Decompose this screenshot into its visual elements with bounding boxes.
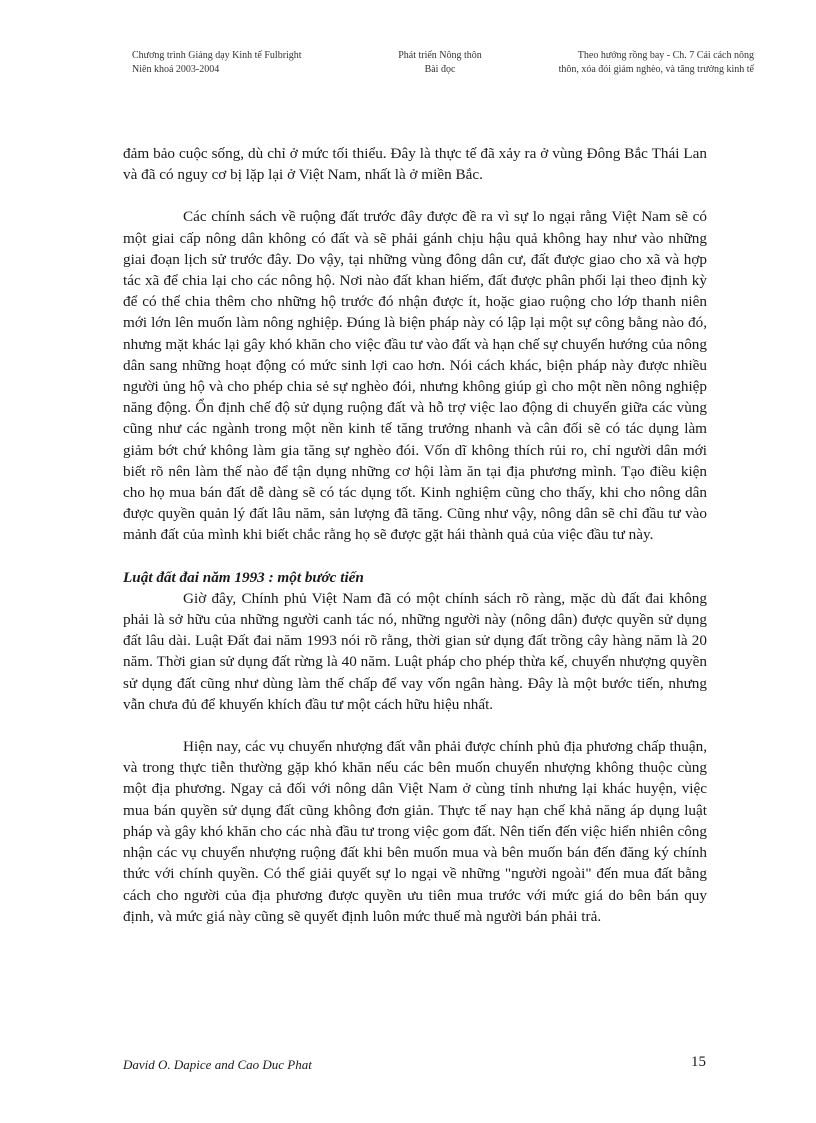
header-left (132, 49, 302, 77)
paragraph-land-policy: Các chính sách về ruộng đất trước đây được đề ra vì sự lo ngại rằng Việt Nam sẽ có một giai cấp nông dân không có đất và sẽ phải gánh chịu hậu quả không hay như vào những giai đoạn lịch sử trước đây. Do vậy, tại những vùng đông dân cư, đất được giao cho xã và hợp tác xã để chia lại cho các nông hộ. Nơi nào đất khan hiếm, đất được phân phối lại theo định kỳ để có thể chia thêm cho những hộ trước đó nhận được ít, hoặc giao ruộng cho lớp thanh niên mới lớn lên muốn làm nông nghiệp. Đúng là biện pháp này có lập lại một sự công bằng nào đó, nhưng mặt khác lại gây khó khăn cho việc đầu tư vào đất và hạn chế sự chuyển hướng của nông dân sang những hoạt động có mức sinh lợi cao hơn. Nói cách khác, biện pháp này được nhiều người ủng hộ và cho phép chia sẻ sự nghèo đói, nhưng không giúp gì cho một nền nông nghiệp năng động. Ổn định chế độ sử dụng ruộng đất và hỗ trợ việc lao động di chuyển giữa các vùng cũng như các ngành trong một nền kinh tế tăng trưởng nhanh và cân đối sẽ có tác dụng làm giảm bớt chứ không làm gia tăng sự nghèo đói. Vốn dĩ không thích rủi ro, chỉ người dân mới biết rõ nên làm thế nào để tận dụng những cơ hội làm ăn tại địa phương mình. Tạo điều kiện cho họ mua bán đất dễ dàng sẽ có tác dụng tốt. Kinh nghiệm cũng cho thấy, khi cho nông dân được quyền quản lý đất lâu năm, sản lượng đã tăng. Cũng như vậy, nông dân sẽ chỉ đầu tư vào mảnh đất của mình khi biết chắc rằng họ sẽ được gặt hái thành quả của việc đầu tư này. (123, 208, 707, 544)
page-number: 15 (691, 1054, 706, 1070)
reading-label: Bài đọc (424, 64, 456, 75)
section-heading: Luật đất đai năm 1993 : một bước tiến (123, 568, 364, 586)
header-right (559, 49, 754, 77)
header-middle (385, 49, 495, 77)
chapter-title-line2: thôn, xóa đói giảm nghèo, và tăng trưởng kinh tế (558, 64, 754, 75)
footer-author: David O. Dapice and Cao Duc Phat (123, 1057, 312, 1072)
paragraph-land-transfer: Hiện nay, các vụ chuyển nhượng đất vẫn phải được chính phủ địa phương chấp thuận, và trong thực tiễn thường gặp khó khăn nếu các bên muốn chuyển nhượng không thuộc cùng một địa phương. Ngay cả đối với nông dân Việt Nam ở cùng tỉnh nhưng lại khác huyện, việc mua bán quyền sử dụng đất cũng không đơn giản. Thực tế nay hạn chế khả năng áp dụng luật pháp và gây khó khăn cho các nhà đầu tư trong việc gom đất. Nên tiến đến việc hiển nhiên công nhận các vụ chuyển nhượng ruộng đất khi bên muốn mua và bên muốn bán đến đăng ký chính thức với chính quyền. Có thể giải quyết sự lo ngại về những "người ngoài" đến mua đất bằng cách cho người của địa phương được quyền ưu tiên mua trước với mức giá do bên bán quy định, và mức giá này cũng sẽ quyết định luôn mức thuế mà người bán phải trả. (123, 738, 707, 925)
course-name: Phát triển Nông thôn (398, 50, 482, 61)
paragraph-land-law-1993: Giờ đây, Chính phủ Việt Nam đã có một chính sách rõ ràng, mặc dù đất đai không phải là sở hữu của những người canh tác nó, những người này (nông dân) được quyền sử dụng đất lâu dài. Luật Đất đai năm 1993 nói rõ rằng, thời gian sử dụng đất trồng cây hàng năm là 20 năm. Thời gian sử dụng đất rừng là 40 năm. Luật pháp cho phép thừa kế, chuyển nhượng quyền sử dụng đất cũng như dùng làm thế chấp để vay vốn ngân hàng. Đây là một bước tiến, nhưng vẫn chưa đủ để khuyến khích đầu tư một cách hữu hiệu nhất. (123, 589, 707, 713)
document-body (123, 143, 707, 927)
chapter-title-line1: Theo hướng rồng bay - Ch. 7 Cải cách nông (577, 50, 754, 61)
paragraph-continuation: đảm bảo cuộc sống, dù chỉ ở mức tối thiểu. Đây là thực tế đã xảy ra ở vùng Đông Bắc Thái Lan và đã có nguy cơ bị lặp lại ở Việt Nam, nhất là ở miền Bắc. (123, 145, 707, 184)
academic-year: Niên khoá 2003-2004 (132, 64, 220, 75)
program-name: Chương trình Giảng dạy Kinh tế Fulbright (132, 50, 302, 61)
